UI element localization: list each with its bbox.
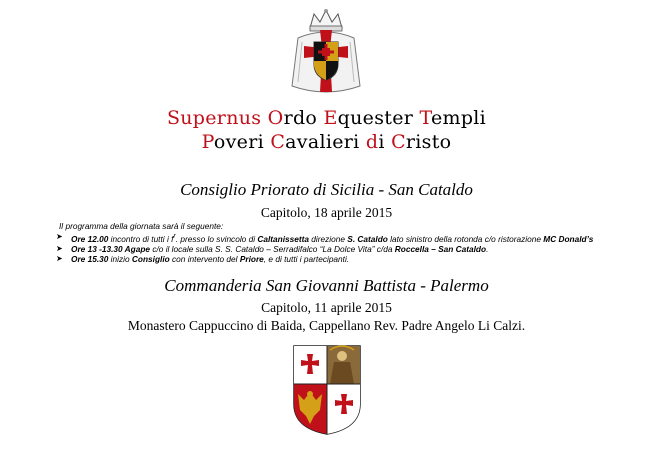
programme-item bbox=[55, 244, 645, 255]
item-text: . presso lo svincolo di bbox=[175, 233, 258, 244]
item-text: , e di tutti i partecipanti. bbox=[263, 254, 350, 265]
shield-icon bbox=[292, 344, 362, 436]
item-text: incontro di tutti i f bbox=[108, 233, 174, 244]
title1-word2: Ordo bbox=[267, 107, 318, 129]
title1-word1: Supernus bbox=[166, 107, 262, 129]
item-time: Ore 13 -13.30 Agape bbox=[71, 243, 151, 254]
commanderia-date: Capitolo, 11 aprile 2015 bbox=[261, 300, 392, 315]
item-place: S. Cataldo bbox=[347, 233, 388, 244]
item-text: lato sinistro della rotonda c/o ristorazione bbox=[387, 233, 544, 244]
priorato-heading: Consiglio Priorato di Sicilia - San Cataldo bbox=[180, 180, 473, 199]
priorato-date: Capitolo, 18 aprile 2015 bbox=[260, 205, 393, 220]
item-event: Consiglio bbox=[131, 254, 170, 265]
programme-item bbox=[55, 254, 645, 265]
item-place: Roccella – San Cataldo bbox=[394, 243, 487, 254]
programme-list bbox=[55, 221, 645, 265]
title1-word4: Templi bbox=[419, 107, 487, 129]
bullet-arrow-icon: ➤ bbox=[56, 231, 63, 241]
item-place: Caltanissetta bbox=[257, 233, 309, 244]
item-text: c/da bbox=[374, 243, 395, 254]
commanderia-heading: Commanderia San Giovanni Battista - Palermo bbox=[164, 276, 489, 295]
item-role: Priore bbox=[239, 254, 264, 265]
order-title-line1 bbox=[0, 107, 653, 129]
bullet-arrow-icon: ➤ bbox=[56, 254, 63, 264]
title1-word3: Equester bbox=[323, 107, 414, 129]
title2-word1: Poveri bbox=[201, 131, 264, 153]
item-text: direzione bbox=[309, 233, 348, 244]
item-time: Ore 15.30 bbox=[71, 254, 109, 265]
title2-word3: di bbox=[365, 131, 385, 153]
programme-item bbox=[55, 232, 645, 244]
title2-word2: Cavalieri bbox=[270, 131, 360, 153]
crest-icon bbox=[288, 8, 364, 100]
item-time: Ore 12.00 bbox=[71, 233, 109, 244]
programme-intro: Il programma della giornata sarà il seguente: bbox=[59, 221, 224, 231]
order-title-line2 bbox=[0, 131, 653, 153]
item-text: con intervento del bbox=[169, 254, 240, 265]
commanderia-place: Monastero Cappuccino di Baida, Cappellano Rev. Padre Angelo Li Calzi. bbox=[127, 318, 526, 333]
item-venue: “La Dolce Vita” bbox=[319, 243, 375, 254]
item-text: inizio bbox=[108, 254, 132, 265]
title2-word4: Cristo bbox=[391, 131, 452, 153]
item-sup: r bbox=[173, 232, 176, 240]
item-text: . bbox=[486, 243, 489, 254]
item-text: c/o il locale sulla S. S. Cataldo – Serradifalco bbox=[150, 243, 320, 254]
item-place: MC Donald’s bbox=[543, 233, 594, 244]
bullet-arrow-icon: ➤ bbox=[56, 243, 63, 253]
